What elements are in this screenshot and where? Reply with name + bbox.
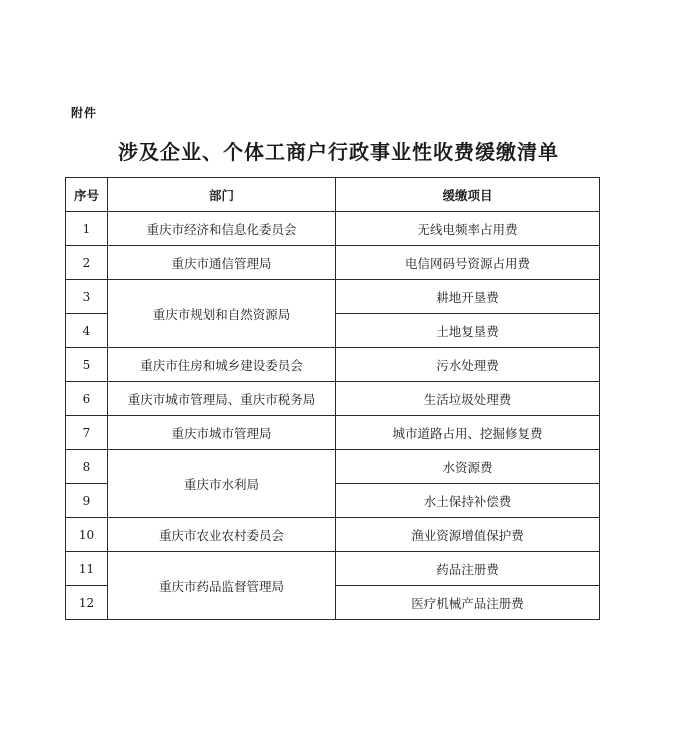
attachment-label: 附件 [71, 106, 98, 120]
row-item: 药品注册费 [336, 552, 600, 586]
fee-deferral-table [65, 177, 600, 620]
row-item: 渔业资源增值保护费 [336, 518, 600, 552]
row-item: 城市道路占用、挖掘修复费 [336, 416, 600, 450]
row-item: 污水处理费 [336, 348, 600, 382]
table-header-row [66, 178, 600, 212]
row-number: 6 [66, 382, 108, 416]
row-number: 3 [66, 280, 108, 314]
table-row [66, 382, 600, 416]
row-department: 重庆市农业农村委员会 [108, 518, 336, 552]
table-row [66, 518, 600, 552]
row-number: 2 [66, 246, 108, 280]
row-department: 重庆市城市管理局 [108, 416, 336, 450]
row-item: 生活垃圾处理费 [336, 382, 600, 416]
table-row [66, 552, 600, 586]
row-item: 耕地开垦费 [336, 280, 600, 314]
table-row [66, 212, 600, 246]
row-number: 8 [66, 450, 108, 484]
table-row [66, 450, 600, 484]
document-title: 涉及企业、个体工商户行政事业性收费缓缴清单 [118, 140, 559, 164]
table-row [66, 246, 600, 280]
row-department: 重庆市经济和信息化委员会 [108, 212, 336, 246]
table-row [66, 416, 600, 450]
row-item: 无线电频率占用费 [336, 212, 600, 246]
row-item: 水土保持补偿费 [336, 484, 600, 518]
table-row [66, 280, 600, 314]
row-department: 重庆市城市管理局、重庆市税务局 [108, 382, 336, 416]
row-item: 水资源费 [336, 450, 600, 484]
row-department: 重庆市药品监督管理局 [108, 552, 336, 620]
row-item: 土地复垦费 [336, 314, 600, 348]
row-number: 7 [66, 416, 108, 450]
row-number: 1 [66, 212, 108, 246]
row-number: 10 [66, 518, 108, 552]
row-number: 9 [66, 484, 108, 518]
row-number: 5 [66, 348, 108, 382]
header-number: 序号 [66, 178, 108, 212]
row-item: 电信网码号资源占用费 [336, 246, 600, 280]
row-department: 重庆市通信管理局 [108, 246, 336, 280]
row-department: 重庆市住房和城乡建设委员会 [108, 348, 336, 382]
table-row [66, 348, 600, 382]
row-item: 医疗机械产品注册费 [336, 586, 600, 620]
row-number: 11 [66, 552, 108, 586]
row-department: 重庆市水利局 [108, 450, 336, 518]
row-number: 4 [66, 314, 108, 348]
row-number: 12 [66, 586, 108, 620]
row-department: 重庆市规划和自然资源局 [108, 280, 336, 348]
header-department: 部门 [108, 178, 336, 212]
header-item: 缓缴项目 [336, 178, 600, 212]
